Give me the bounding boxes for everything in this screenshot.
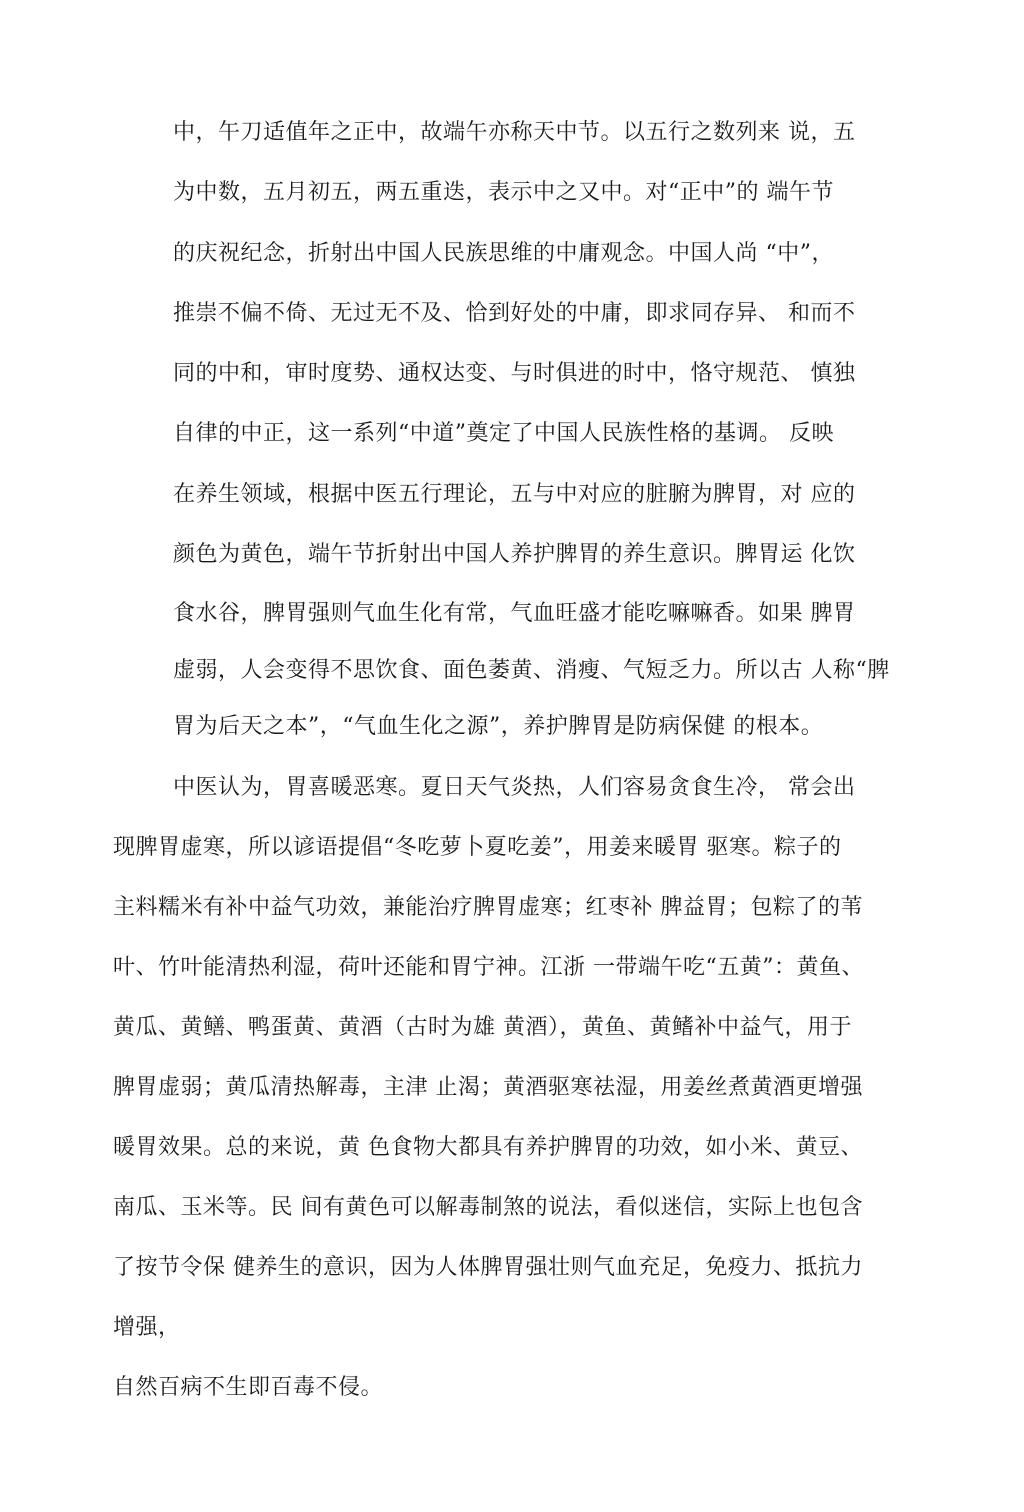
text-line: 为中数，五月初五，两五重迭，表示中之又中。对“正中”的 端午节 (173, 180, 834, 205)
text-line: 主料糯米有补中益气功效，兼能治疗脾胃虚寒；红枣补 脾益胃；包粽了的苇 (113, 895, 863, 920)
text-line: 增强， (113, 1315, 181, 1340)
text-line: 暖胃效果。总的来说，黄 色食物大都具有养护脾胃的功效，如小米、黄豆、 (113, 1135, 863, 1160)
text-line: 推崇不偏不倚、无过无不及、恰到好处的中庸，即求同存异、 和而不 (173, 301, 856, 326)
text-line: 同的中和，审时度势、通权达变、与时俱进的时中，恪守规范、 慎独 (173, 361, 856, 386)
text-line: 胃为后天之本”，“气血生化之源”，养护脾胃是防病保健 的根本。 (173, 714, 824, 739)
text-line: 中医认为，胃喜暖恶寒。夏日天气炎热，人们容易贪食生冷， 常会出 (173, 775, 856, 800)
text-line: 在养生领域，根据中医五行理论，五与中对应的脏腑为脾胃，对 应的 (173, 482, 856, 507)
text-line: 虚弱，人会变得不思饮食、面色萎黄、消瘦、气短乏力。所以古 人称“脾 (173, 658, 890, 683)
text-line: 的庆祝纪念，折射出中国人民族思维的中庸观念。中国人尚 “中”， (173, 241, 834, 266)
text-line: 现脾胃虚寒，所以谚语提倡“冬吃萝卜夏吃姜”，用姜来暖胃 驱寒。粽子的 (113, 835, 842, 860)
text-line: 黄瓜、黄鳝、鸭蛋黄、黄酒（古时为雄 黄酒），黄鱼、黄鳍补中益气，用于 (113, 1015, 852, 1040)
text-line: 中，午刀适值年之正中，故端午亦称天中节。以五行之数列来 说，五 (173, 120, 856, 145)
text-line: 脾胃虚弱；黄瓜清热解毒，主津 止渴；黄酒驱寒祛湿，用姜丝煮黄酒更增强 (113, 1075, 863, 1100)
text-line: 颜色为黄色，端午节折射出中国人养护脾胃的养生意识。脾胃运 化饮 (173, 542, 856, 567)
text-line: 叶、竹叶能清热利湿，荷叶还能和胃宁神。江浙 一带端午吃“五黄”：黄鱼、 (113, 955, 864, 980)
text-line: 南瓜、玉米等。民 间有黄色可以解毒制煞的说法，看似迷信，实际上也包含 (113, 1195, 863, 1220)
text-line: 自律的中正，这一系列“中道”奠定了中国人民族性格的基调。 反映 (173, 421, 834, 446)
text-line: 食水谷，脾胃强则气血生化有常，气血旺盛才能吃嘛嘛香。如果 脾胃 (173, 601, 856, 626)
text-line: 自然百病不生即百毒不侵。 (113, 1375, 384, 1400)
text-line: 了按节令保 健养生的意识，因为人体脾胃强壮则气血充足，免疫力、抵抗力 (113, 1255, 863, 1280)
